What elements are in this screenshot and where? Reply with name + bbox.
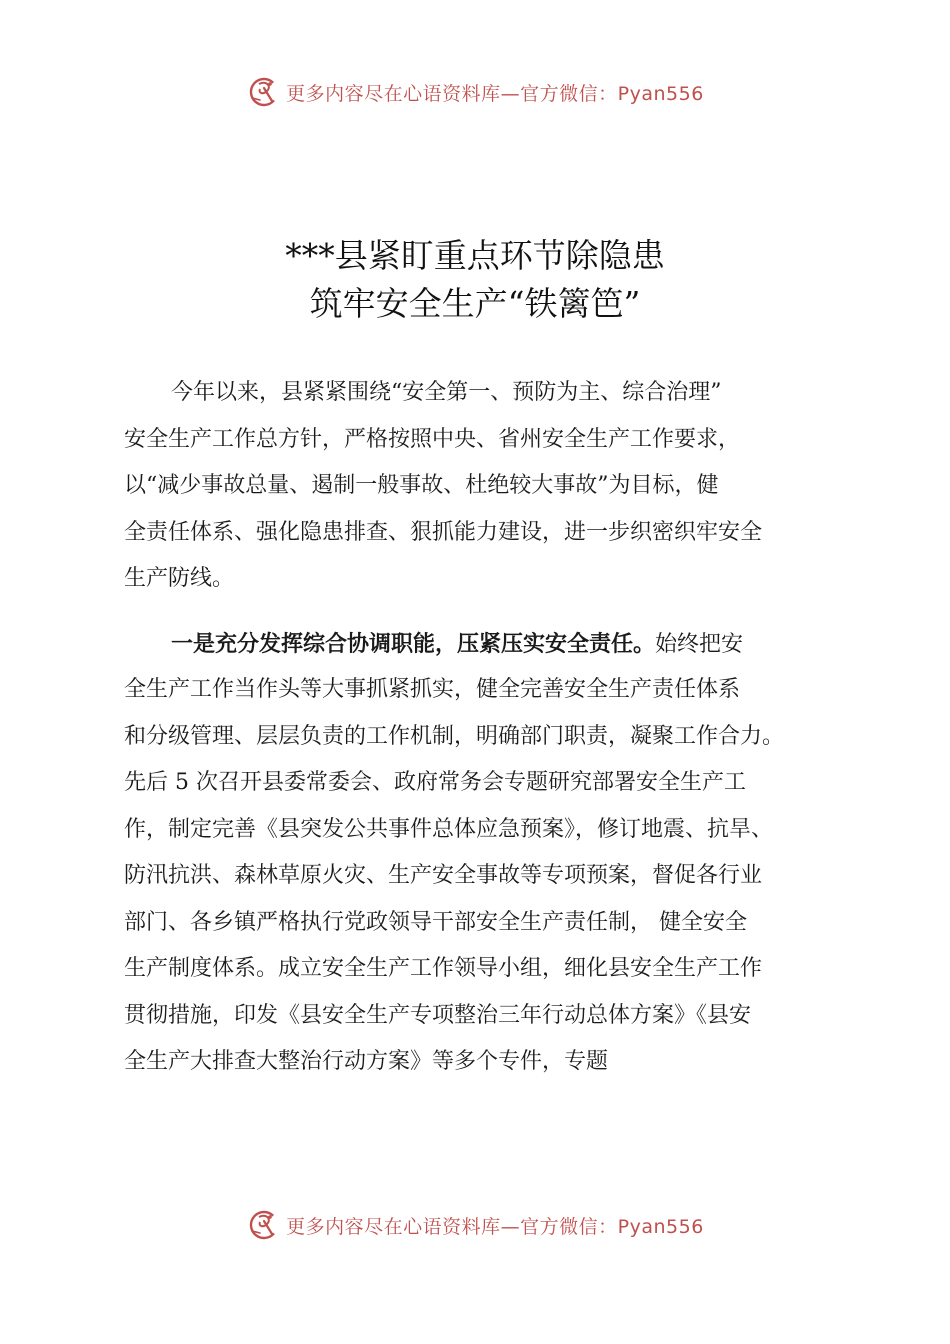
header-banner bbox=[0, 70, 950, 114]
header-banner-text: 更多内容尽在心语资料库—官方微信：Pyan556 bbox=[286, 82, 704, 105]
text-line: 作，制定完善《县突发公共事件总体应急预案》，修订地震、抗旱、 bbox=[124, 816, 774, 842]
document-body bbox=[124, 370, 844, 1086]
text-line: 全生产工作当作头等大事抓紧抓实，健全完善安全生产责任体系 bbox=[124, 677, 741, 702]
text-line: 生产制度体系。成立安全生产工作领导小组，细化县安全生产工作 bbox=[124, 956, 763, 981]
brand-logo-icon bbox=[246, 74, 282, 110]
text-run: 始终把安 bbox=[655, 631, 744, 657]
title-line-1: ***县紧盯重点环节除隐患 bbox=[285, 236, 665, 275]
text-line: 先后 5 次召开县委常委会、政府常务会专题研究部署安全生产工 bbox=[124, 770, 746, 795]
text-line: 安全生产工作总方针，严格按照中央、省州安全生产工作要求， bbox=[124, 426, 741, 452]
footer-banner-text: 更多内容尽在心语资料库—官方微信：Pyan556 bbox=[286, 1215, 704, 1238]
text-line: 今年以来，县紧紧围绕“安全第一、预防为主、综合治理” bbox=[171, 380, 722, 405]
section-heading: 一是充分发挥综合协调职能，压紧压实安全责任。 bbox=[171, 630, 656, 657]
text-line: 防汛抗洪、森林草原火灾、生产安全事故等专项预案，督促各行业 bbox=[124, 863, 763, 888]
text-line: 生产防线。 bbox=[124, 566, 235, 591]
text-line: 贯彻措施，印发《县安全生产专项整治三年行动总体方案》《县安 bbox=[124, 1002, 752, 1028]
text-line: 和分级管理、层层负责的工作机制，明确部门职责，凝聚工作合力。 bbox=[124, 723, 785, 749]
text-line: 全生产大排查大整治行动方案》等多个专件，专题 bbox=[124, 1049, 609, 1074]
paragraph-intro bbox=[124, 370, 844, 603]
text-line: 全责任体系、强化隐患排查、狠抓能力建设，进一步织密织牢安全 bbox=[124, 519, 763, 545]
brand-logo-icon bbox=[246, 1207, 282, 1243]
text-line: 以“减少事故总量、遏制一般事故、杜绝较大事故”为目标，健 bbox=[124, 473, 719, 498]
text-line: 部门、各乡镇严格执行党政领导干部安全生产责任制， 健全安全 bbox=[124, 909, 747, 935]
paragraph-first-point bbox=[124, 621, 844, 1086]
document-title bbox=[0, 232, 950, 328]
text-line bbox=[124, 621, 844, 668]
footer-banner bbox=[0, 1203, 950, 1247]
title-line-2: 筑牢安全生产“铁篱笆” bbox=[309, 284, 641, 323]
